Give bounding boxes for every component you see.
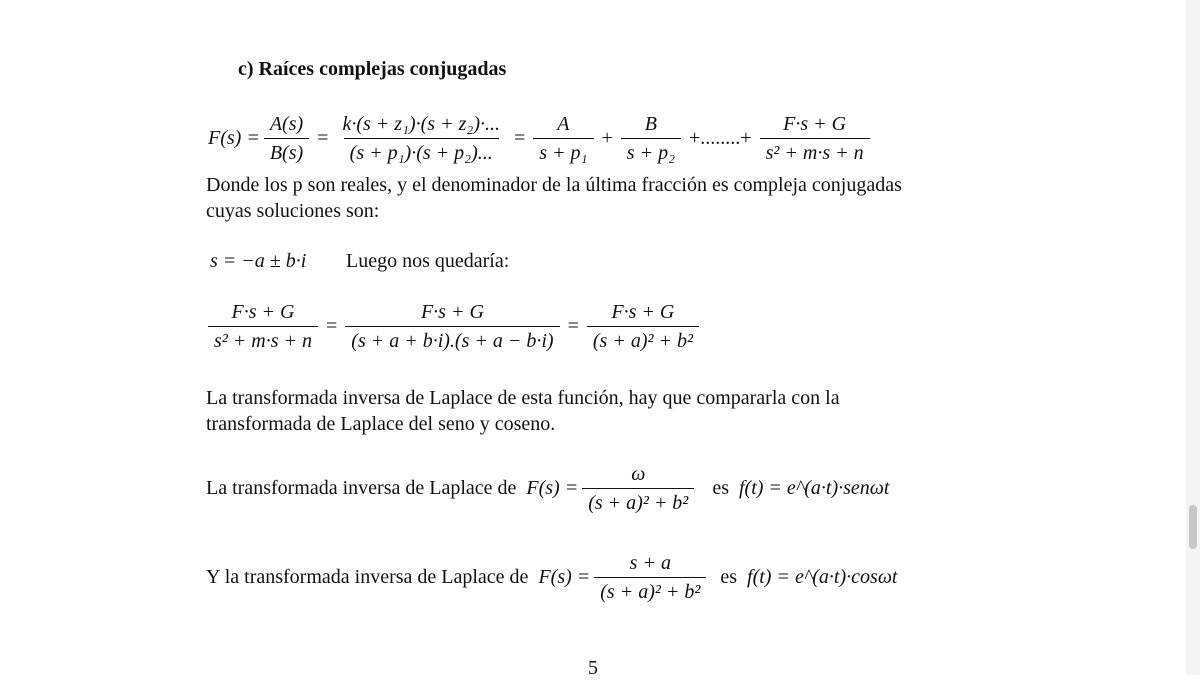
paragraph-1-line-1: Donde los p son reales, y el denominador de la última fracción es compleja conjugadas xyxy=(206,174,902,196)
paragraph-2-line-2: transformada de Laplace del seno y coseno. xyxy=(206,413,556,435)
eq2-f1-num: F·s + G xyxy=(231,301,295,323)
equation-conjugate-factor xyxy=(204,300,703,353)
eq1-lhs: F(s) = xyxy=(208,127,260,149)
sine-lhs: F(s) = xyxy=(526,477,579,499)
roots-text: Luego nos quedaría: xyxy=(346,250,510,272)
eq1-f5-den: s² + m·s + n xyxy=(760,138,870,165)
paragraph-1-line-2: cuyas soluciones son: xyxy=(206,200,380,222)
sine-transform-line xyxy=(206,462,889,515)
cosine-den: (s + a)² + b² xyxy=(594,577,706,604)
eq1-f4-num: B xyxy=(644,113,658,135)
eq1-fraction-5 xyxy=(760,112,870,165)
scrollbar-thumb[interactable] xyxy=(1189,505,1197,549)
eq1-fraction-2 xyxy=(336,112,506,165)
eq1-fraction-4 xyxy=(621,112,681,165)
eq1-equals-b: = xyxy=(514,127,526,149)
eq1-fraction-1 xyxy=(264,112,309,165)
eq2-equals-a: = xyxy=(326,315,338,337)
eq2-f2-num: F·s + G xyxy=(420,301,484,323)
eq1-plus: + xyxy=(601,127,613,149)
eq1-f1-den: B(s) xyxy=(264,138,309,165)
eq2-fraction-1 xyxy=(208,300,318,353)
eq1-f4-den: s + p₂ xyxy=(621,138,681,165)
eq2-f3-den: (s + a)² + b² xyxy=(587,326,699,353)
sine-line-text: La transformada inversa de Laplace de xyxy=(206,477,517,499)
equation-partial-fractions xyxy=(208,112,874,165)
sine-num: ω xyxy=(631,463,646,485)
paragraph-2-line-1: La transformada inversa de Laplace de esta función, hay que compararla con la xyxy=(206,387,840,409)
page-number: 5 xyxy=(588,657,598,679)
eq1-f2-num: k·(s + z₁)·(s + z₂)·... xyxy=(342,113,500,135)
cosine-transform-line xyxy=(206,551,898,604)
eq1-dots: +........+ xyxy=(689,127,752,149)
cosine-es: es xyxy=(720,566,738,588)
eq1-f3-den: s + p₁ xyxy=(533,138,593,165)
eq1-f2-den: (s + p₁)·(s + p₂)... xyxy=(344,138,499,165)
cosine-line-text: Y la transformada inversa de Laplace de xyxy=(206,566,529,588)
eq1-f5-num: F·s + G xyxy=(783,113,847,135)
eq2-fraction-2 xyxy=(345,300,559,353)
eq1-f1-num: A(s) xyxy=(269,113,304,135)
roots-equation: s = −a ± b·i xyxy=(210,250,307,272)
vertical-scrollbar[interactable] xyxy=(1186,0,1200,675)
section-heading: c) Raíces complejas conjugadas xyxy=(238,58,507,80)
cosine-num: s + a xyxy=(629,552,671,574)
eq2-f3-num: F·s + G xyxy=(611,301,675,323)
sine-den: (s + a)² + b² xyxy=(582,488,694,515)
sine-result: f(t) = e^(a·t)·senωt xyxy=(738,477,890,499)
eq1-fraction-3 xyxy=(533,112,593,165)
cosine-lhs: F(s) = xyxy=(538,566,591,588)
eq2-f2-den: (s + a + b·i).(s + a − b·i) xyxy=(345,326,559,353)
eq1-f3-num: A xyxy=(557,113,570,135)
sine-fraction xyxy=(582,462,694,515)
eq2-fraction-3 xyxy=(587,300,699,353)
cosine-result: f(t) = e^(a·t)·cosωt xyxy=(747,566,898,588)
sine-es: es xyxy=(712,477,729,499)
eq1-equals-a: = xyxy=(317,127,329,149)
eq2-equals-b: = xyxy=(567,315,579,337)
eq2-f1-den: s² + m·s + n xyxy=(208,326,318,353)
cosine-fraction xyxy=(594,551,706,604)
